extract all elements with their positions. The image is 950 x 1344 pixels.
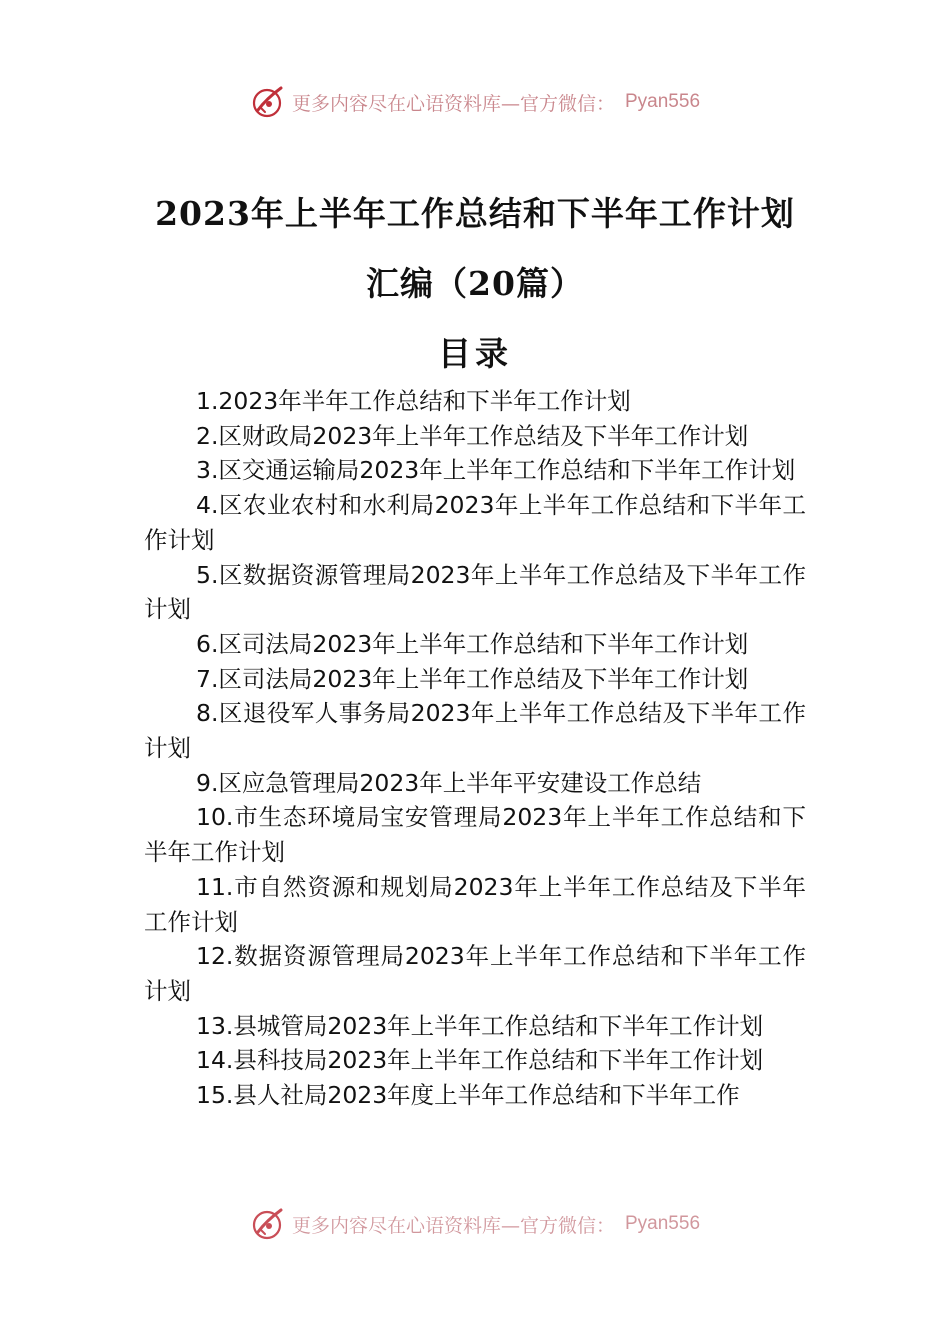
toc-item: 15.县人社局2023年度上半年工作总结和下半年工作 <box>196 1081 740 1110</box>
toc-item: 14.县科技局2023年上半年工作总结和下半年工作计划 <box>196 1046 764 1075</box>
toc-item: 2.区财政局2023年上半年工作总结及下半年工作计划 <box>196 421 749 450</box>
watermark-text: 更多内容尽在心语资料库—官方微信： <box>291 1214 615 1237</box>
watermark-text: 更多内容尽在心语资料库—官方微信： <box>291 92 615 115</box>
document-title-line-1: 2023年上半年工作总结和下半年工作计划 <box>155 194 795 233</box>
toc-item: 7.区司法局2023年上半年工作总结及下半年工作计划 <box>196 664 749 693</box>
toc-item: 12.数据资源管理局2023年上半年工作总结和下半年工作计划 <box>144 942 806 1005</box>
toc-item: 11.市自然资源和规划局2023年上半年工作总结及下半年工作计划 <box>144 872 806 936</box>
table-of-contents <box>144 384 806 1220</box>
toc-item: 3.区交通运输局2023年上半年工作总结和下半年工作计划 <box>196 456 796 485</box>
toc-item: 4.区农业农村和水利局2023年上半年工作总结和下半年工作计划 <box>144 491 806 554</box>
header-watermark <box>0 84 950 120</box>
toc-item: 13.县城管局2023年上半年工作总结和下半年工作计划 <box>196 1011 764 1040</box>
pen-logo-icon <box>250 1206 286 1242</box>
footer-watermark <box>0 1206 950 1242</box>
toc-item: 1.2023年半年工作总结和下半年工作计划 <box>196 387 631 415</box>
wechat-id: Pyan556 <box>625 1213 701 1234</box>
toc-item: 8.区退役军人事务局2023年上半年工作总结及下半年工作计划 <box>144 699 806 763</box>
wechat-id: Pyan556 <box>625 91 701 112</box>
toc-item: 10.市生态环境局宝安管理局2023年上半年工作总结和下半年工作计划 <box>144 803 806 867</box>
toc-heading: 目录 <box>438 334 512 373</box>
document-title-line-2: 汇编（20篇） <box>366 264 584 303</box>
pen-logo-icon <box>250 84 286 120</box>
toc-item: 6.区司法局2023年上半年工作总结和下半年工作计划 <box>196 629 749 658</box>
toc-item: 9.区应急管理局2023年上半年平安建设工作总结 <box>196 768 702 797</box>
toc-item: 5.区数据资源管理局2023年上半年工作总结及下半年工作计划 <box>144 560 806 624</box>
